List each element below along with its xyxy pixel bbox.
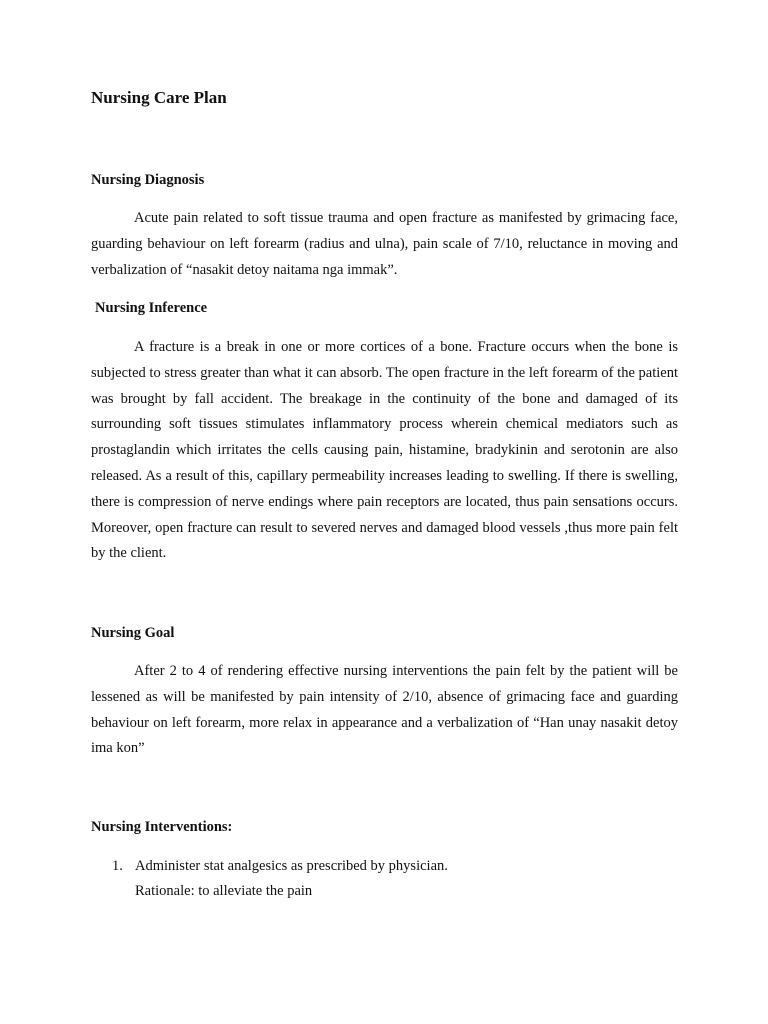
diagnosis-paragraph: Acute pain related to soft tissue trauma and open fracture as manifested by grimacing face, guarding behaviour on left forearm (radius and ulna), pain scale of 7/10, reluctance in moving and verbalization of “nasakit detoy naitama nga immak”.	[91, 210, 678, 278]
inference-paragraph: A fracture is a break in one or more cortices of a bone. Fracture occurs when the bone is subjected to stress greater than what it can absorb. The open fracture in the left forearm of the patient was brought by fall accident. The breakage in the continuity of the bone and damaged of its surrounding soft tissues stimulates inflammatory process wherein chemical mediators such as prostaglandin which irritates the cells causing pain, histamine, bradykinin and serotonin are also released. As a result of this, capillary permeability increases leading to swelling. If there is swelling, there is compression of nerve endings where pain receptors are located, thus pain sensations occurs. Moreover, open fracture can result to severed nerves and damaged blood vessels ,thus more pain felt by the client.	[91, 339, 678, 562]
goal-paragraph: After 2 to 4 of rendering effective nursing interventions the pain felt by the patient will be lessened as will be manifested by pain intensity of 2/10, absence of grimacing face and guarding behaviour on left forearm, more relax in appearance and a verbalization of “Han unay nasakit detoy ima kon”	[91, 663, 678, 757]
goal-heading: Nursing Goal	[91, 625, 175, 641]
intervention-rationale: Rationale: to alleviate the pain	[135, 883, 313, 899]
page-title: Nursing Care Plan	[91, 88, 227, 107]
interventions-heading: Nursing Interventions:	[91, 819, 233, 835]
inference-heading: Nursing Inference	[95, 300, 208, 316]
diagnosis-heading: Nursing Diagnosis	[91, 172, 205, 188]
intervention-number: 1.	[112, 858, 123, 874]
intervention-item	[91, 854, 448, 904]
intervention-text: Administer stat analgesics as prescribed by physician.	[135, 858, 448, 874]
interventions-list	[91, 854, 448, 904]
